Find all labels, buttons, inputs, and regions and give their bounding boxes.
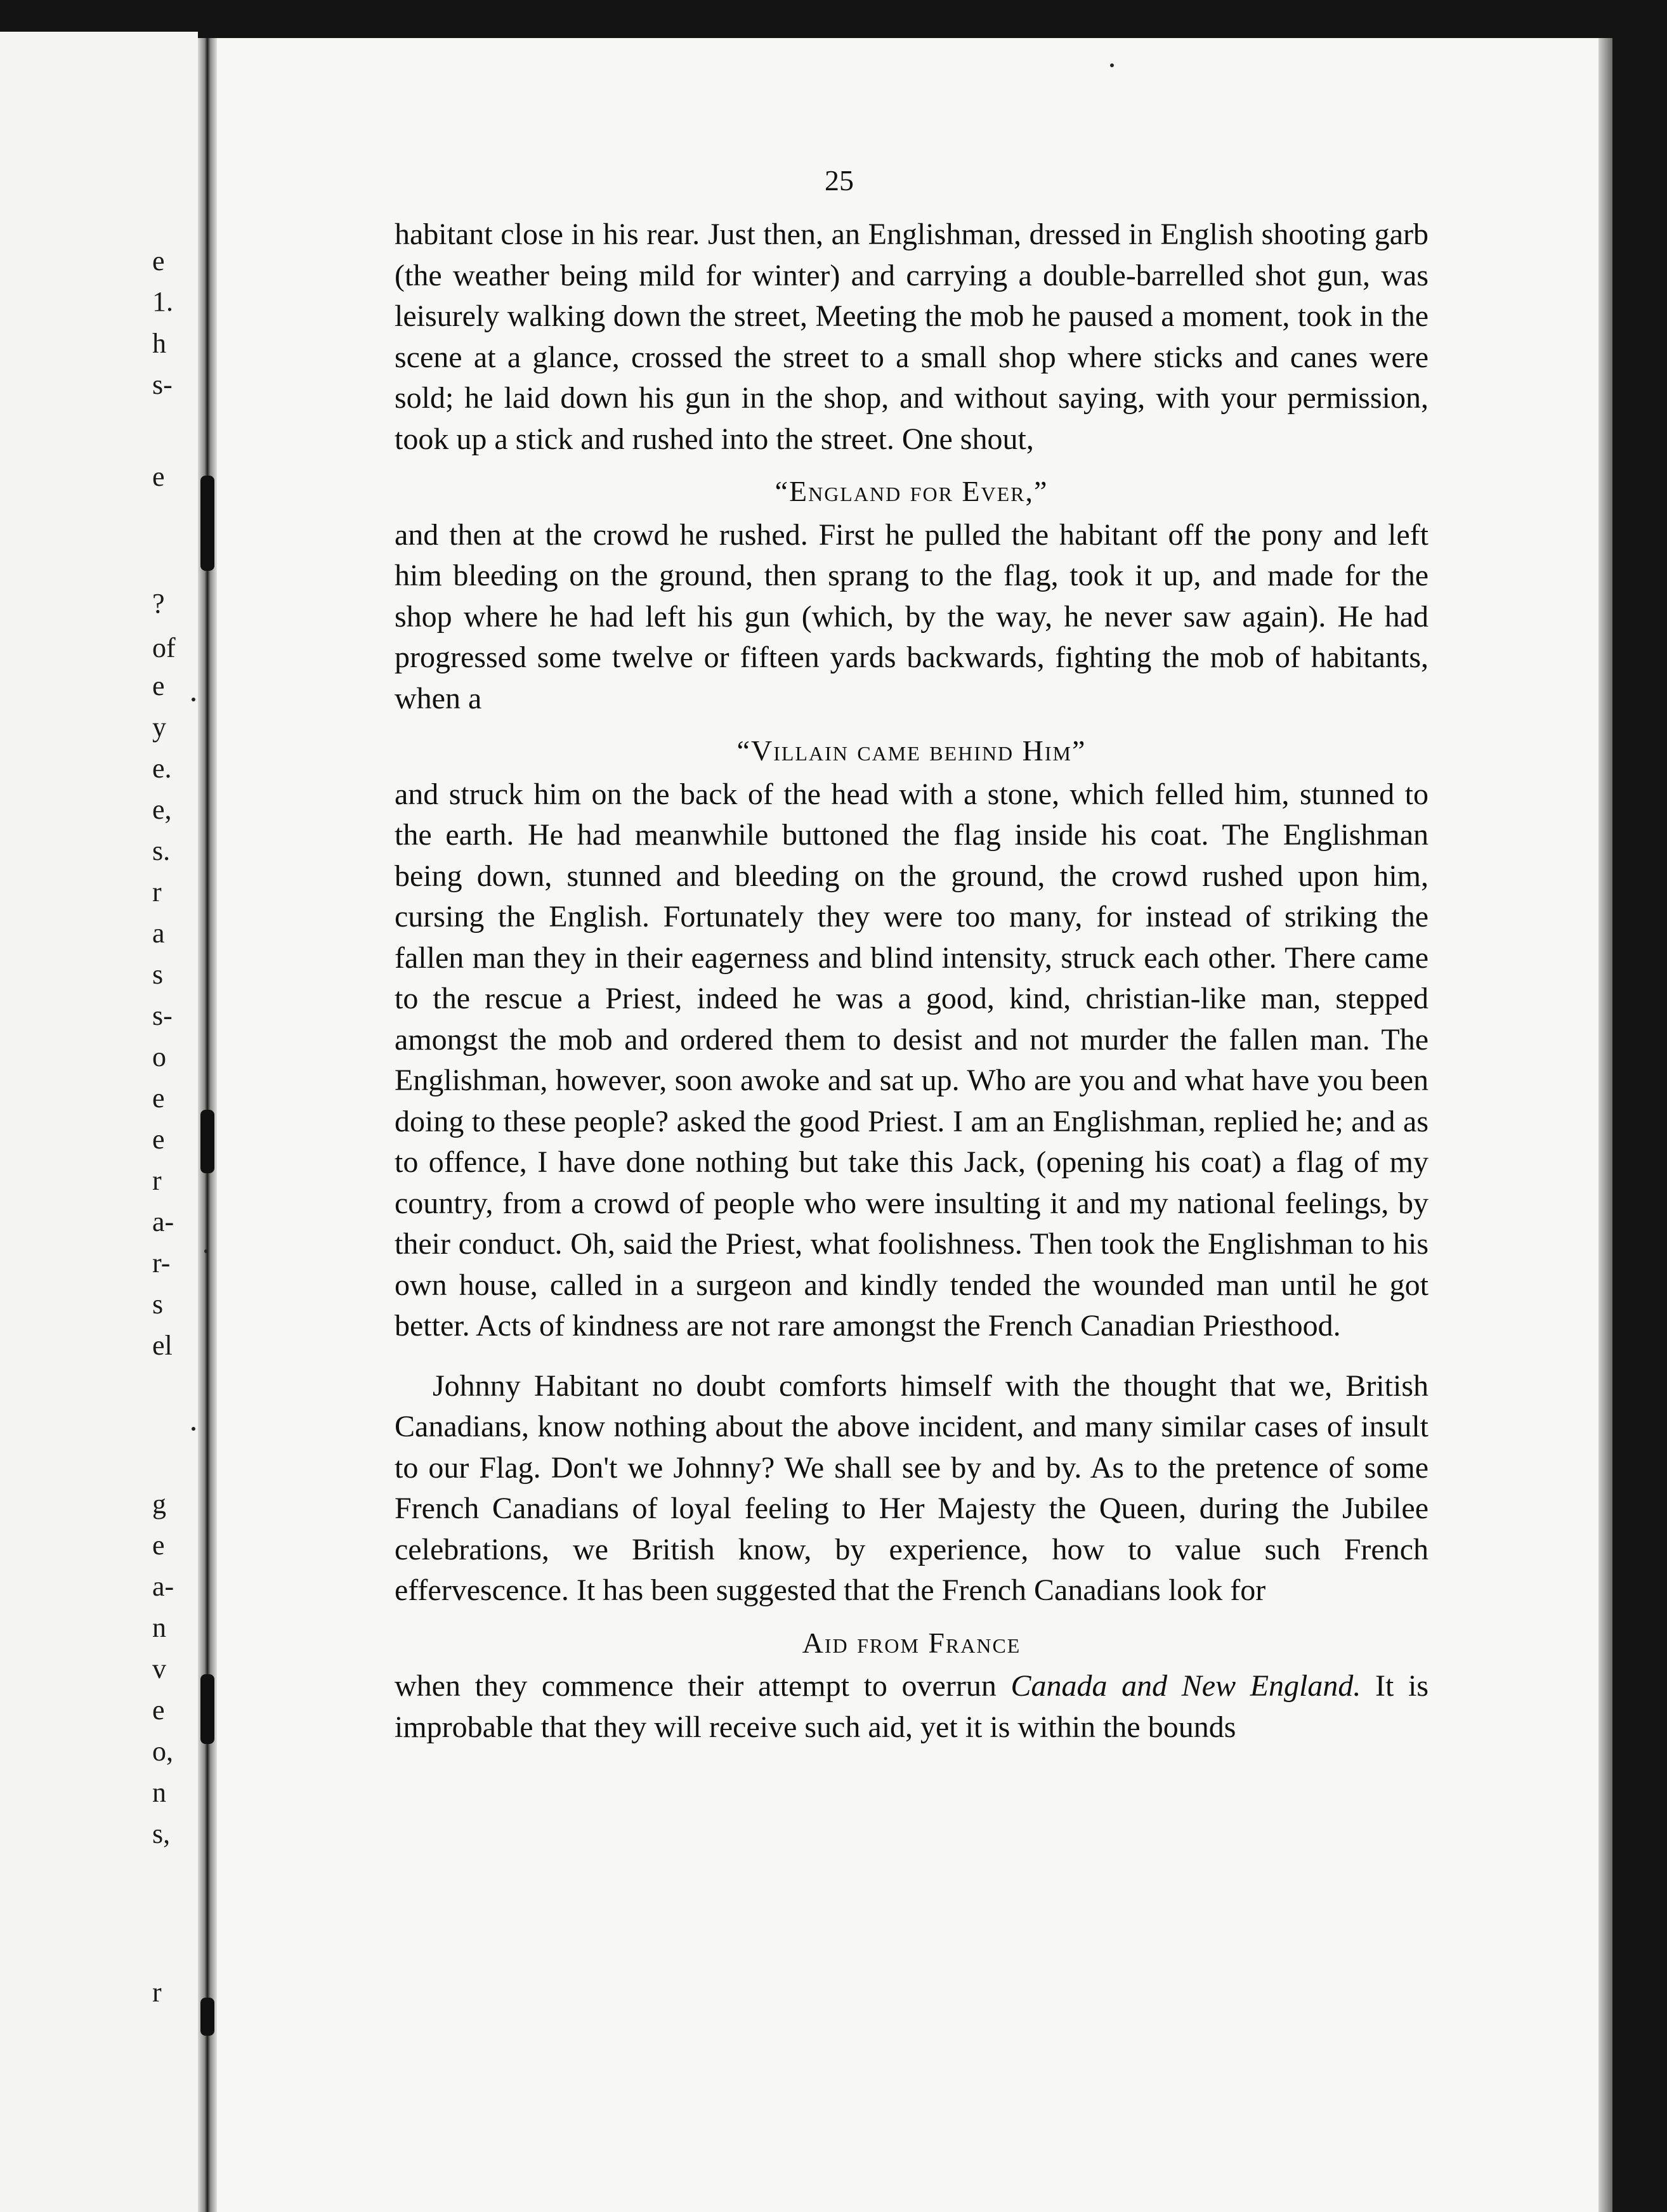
facing-page-fragment	[0, 32, 198, 2212]
facing-page-fragment-text: e	[152, 461, 165, 492]
facing-page-fragment-text: e	[152, 1124, 165, 1155]
paragraph: and then at the crowd he rushed. First he pulled the habitant off the pony and left him bleeding on the ground, then sprang to the flag, took it up, and made for the shop where he had left his gun (which, by the way, he never saw again). He had progressed some twelve or fifteen yards backwards, fighting the mob of habitants, when a	[395, 517, 1428, 715]
facing-page-fragment-text: s-	[152, 369, 173, 400]
facing-page-fragment-text: e	[152, 670, 165, 701]
print-speck	[192, 698, 195, 701]
paragraph-text: when they commence their attempt to overrun	[395, 1669, 1011, 1703]
facing-page-fragment-text: s.	[152, 835, 171, 866]
facing-page-fragment-text: s	[152, 959, 164, 990]
facing-page-fragment-text: g	[152, 1488, 166, 1519]
paragraph-text: It is improbable that they will receive such aid, yet it is within the bounds	[395, 1669, 1428, 1744]
book-binding-gutter	[198, 38, 217, 2212]
facing-page-fragment-text: e	[152, 1530, 165, 1561]
page-body	[395, 214, 1428, 1748]
binding-shadow-mark	[200, 1110, 214, 1173]
facing-page-fragment-text: a-	[152, 1206, 174, 1237]
paragraph: Johnny Habitant no doubt comforts himself with the thought that we, British Canadians, know nothing about the above incident, and many similar cases of insult to our Flag. Don't we Johnny? We shall see by and by. As to the pretence of some French Canadians of loyal feeling to Her Majesty the Queen, during the Jubilee celebrations, we British know, by experience, how to value such French effervescence. It has been suggested that the French Canadians look for	[395, 1369, 1428, 1607]
facing-page-fragment-text: el	[152, 1330, 173, 1361]
facing-page-fragment-text: a	[152, 918, 165, 949]
facing-page-fragment-text: e	[152, 245, 165, 276]
facing-page-fragment-text: y	[152, 712, 166, 743]
facing-page-fragment-text: e.	[152, 753, 172, 784]
paragraph: habitant close in his rear. Just then, an Englishman, dressed in English shooting garb (the weather being mild for winter) and carrying a double-barrelled shot gun, was leisurely walking down the street, Meeting the mob he paused a moment, took in the scene at a glance, crossed the street to a small shop where sticks and canes were sold; he laid down his gun in the shop, and without saying, with your permission, took up a stick and rushed into the street. One shout,	[395, 218, 1428, 456]
facing-page-fragment-text: e	[152, 1695, 165, 1726]
facing-page-fragment-text: s	[152, 1289, 164, 1320]
facing-page-fragment-text: o,	[152, 1736, 173, 1767]
binding-shadow-mark	[200, 1998, 214, 2036]
section-heading: Aid from France	[802, 1626, 1021, 1659]
facing-page-fragment-text: e	[152, 1083, 165, 1114]
section-heading: “England for Ever,”	[775, 475, 1049, 507]
binding-shadow-mark	[200, 1674, 214, 1744]
italic-place-names: Canada and New England.	[1010, 1669, 1361, 1703]
print-speck	[192, 1427, 195, 1431]
facing-page-fragment-text: o	[152, 1041, 166, 1072]
facing-page-fragment-text: of	[152, 632, 176, 663]
facing-page-fragment-text: h	[152, 328, 166, 359]
print-speck	[1110, 63, 1114, 67]
facing-page-fragment-text: v	[152, 1653, 166, 1684]
page-number: 25	[825, 164, 854, 197]
facing-page-fragment-text: r	[152, 1165, 162, 1196]
facing-page-fragment-text: s,	[152, 1818, 171, 1849]
facing-page-fragment-text: r-	[152, 1247, 171, 1278]
facing-page-fragment-text: 1.	[152, 286, 173, 317]
page-edge-shadow	[1598, 38, 1612, 2212]
facing-page-fragment-text: n	[152, 1777, 166, 1808]
facing-page-fragment-text: n	[152, 1612, 166, 1643]
print-speck	[204, 1249, 208, 1253]
paragraph	[395, 1666, 1428, 1748]
facing-page-fragment-text: e,	[152, 794, 172, 825]
facing-page-fragment-text: ?	[152, 588, 165, 619]
facing-page-fragment-text: r	[152, 876, 162, 908]
section-heading: “Villain came behind Him”	[736, 734, 1087, 767]
facing-page-fragment-text: a-	[152, 1571, 174, 1602]
facing-page-line-endings	[152, 32, 197, 2212]
binding-shadow-mark	[200, 476, 214, 571]
paragraph: and struck him on the back of the head with a stone, which felled him, stunned to the earth. He had meanwhile buttoned the flag inside his coat. The Englishman being down, stunned and bleeding on the ground, the crowd rushed upon him, cursing the English. Fortunately they were too many, for instead of striking the fallen man they in their eagerness and blind intensity, struck each other. There came to the rescue a Priest, indeed he was a good, kind, christian-like man, stepped amongst the mob and ordered them to desist and not murder the fallen man. The Englishman, however, soon awoke and sat up. Who are you and what have you been doing to these people? asked the good Priest. I am an Englishman, replied he; and as to offence, I have done nothing but take this Jack, (opening his coat) a flag of my country, from a crowd of people who were insulting it and my national feelings, by their conduct. Oh, said the Priest, what foolishness. Then took the Englishman to his own house, called in a surgeon and kindly tended the wounded man until he got better. Acts of kindness are not rare amongst the French Canadian Priesthood.	[395, 777, 1428, 1343]
facing-page-fragment-text: r	[152, 1977, 162, 2008]
facing-page-fragment-text: s-	[152, 1000, 173, 1031]
